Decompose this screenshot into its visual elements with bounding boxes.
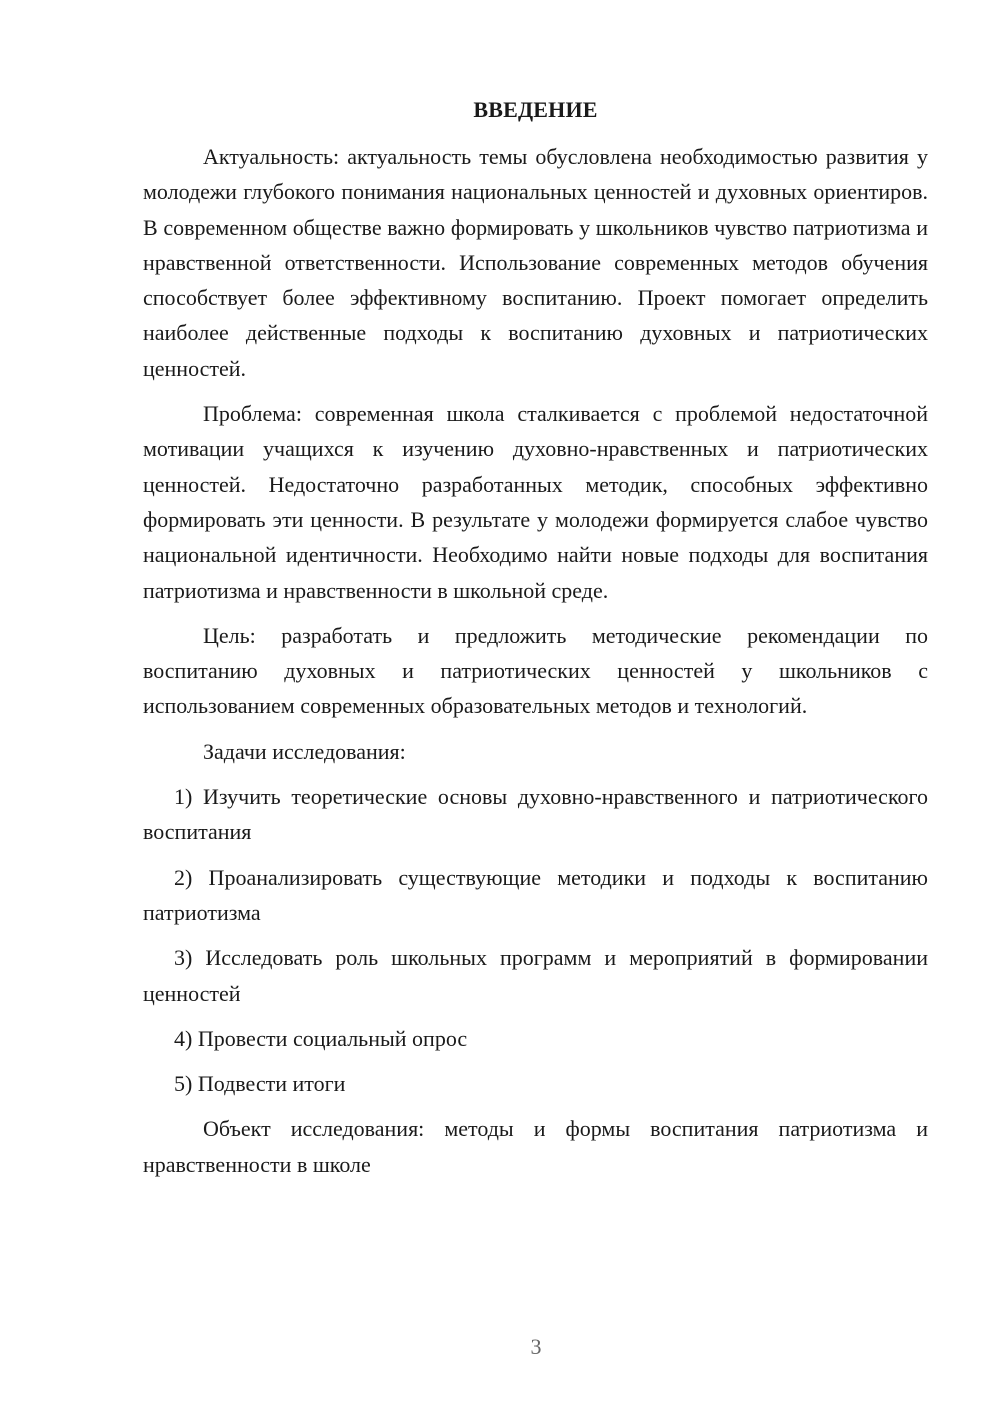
tasks-heading: Задачи исследования: [203, 738, 406, 764]
page-content [143, 92, 928, 1182]
relevance-paragraph: Актуальность: актуальность темы обусловлена необходимостью развития у молодежи глубокого понимания национальных ценностей и духовных ориентиров. В современном обществе важно формировать у школьников чувство патриотизма и нравственной ответственности. Использование современных методов обучения способствует более эффективному воспитанию. Проект помогает определить наиболее действенные подходы к воспитанию духовных и патриотических ценностей. [143, 144, 928, 381]
problem-paragraph: Проблема: современная школа сталкивается с проблемой недостаточной мотивации учащихся к изучению духовно-нравственных и патриотических ценностей. Недостаточно разработанных методик, способных эффективно формировать эти ценности. В результате у молодежи формируется слабое чувство национальной идентичности. Необходимо найти новые подходы для воспитания патриотизма и нравственности в школьной среде. [143, 401, 928, 603]
page-title: ВВЕДЕНИЕ [473, 97, 598, 122]
task-item-2: 2) Проанализировать существующие методики и подходы к воспитанию патриотизма [143, 864, 928, 925]
task-item-1: 1) Изучить теоретические основы духовно-нравственного и патриотического воспитания [143, 784, 928, 845]
task-item-5: 5) Подвести итоги [174, 1071, 346, 1097]
goal-paragraph: Цель: разработать и предложить методические рекомендации по воспитанию духовных и патриотических ценностей у школьников с использованием современных образовательных методов и технологий. [143, 622, 928, 719]
task-item-4: 4) Провести социальный опрос [174, 1025, 468, 1051]
task-item-3: 3) Исследовать роль школьных программ и мероприятий в формировании ценностей [143, 945, 928, 1006]
object-paragraph: Объект исследования: методы и формы воспитания патриотизма и нравственности в школе [143, 1116, 928, 1177]
page-number: 3 [530, 1334, 542, 1359]
